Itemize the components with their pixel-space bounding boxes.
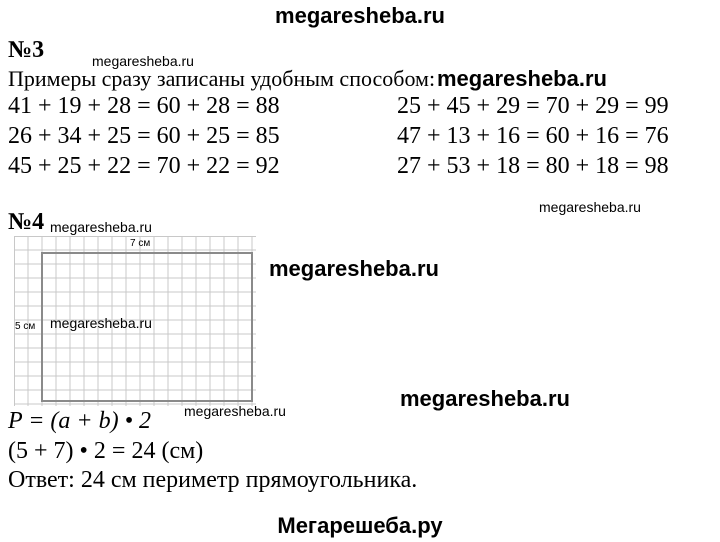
task3-expression: 41 + 19 + 28 = 60 + 28 = 88: [8, 93, 280, 119]
watermark-small: megaresheba.ru: [184, 403, 286, 419]
watermark-bold: megaresheba.ru: [269, 256, 439, 281]
task3-expression: 45 + 25 + 22 = 70 + 22 = 92: [8, 153, 280, 179]
watermark-bold: megaresheba.ru: [400, 386, 570, 411]
watermark-small: megaresheba.ru: [539, 199, 641, 215]
task3-number: №3: [8, 37, 45, 63]
watermark-small: megaresheba.ru: [92, 53, 194, 69]
perimeter-calculation: (5 + 7) • 2 = 24 (см): [8, 438, 204, 464]
task3-expression: 27 + 53 + 18 = 80 + 18 = 98: [397, 153, 669, 179]
watermark-small: megaresheba.ru: [50, 315, 152, 331]
task4-number: №4: [8, 209, 45, 235]
task3-expression: 26 + 34 + 25 = 60 + 25 = 85: [8, 123, 280, 149]
rect-width-label: 7 см: [130, 238, 151, 249]
rect-height-label: 5 см: [15, 321, 36, 332]
watermark-small: megaresheba.ru: [50, 219, 152, 235]
task3-expression: 47 + 13 + 16 = 60 + 16 = 76: [397, 123, 669, 149]
task3-intro: Примеры сразу записаны удобным способом:: [8, 66, 436, 91]
answer-text: Ответ: 24 см периметр прямоугольника.: [8, 467, 418, 493]
header-watermark: megaresheba.ru: [275, 3, 445, 28]
perimeter-formula: P = (a + b) • 2: [8, 408, 152, 434]
task3-expression: 25 + 45 + 29 = 70 + 29 = 99: [397, 93, 669, 119]
watermark-bold: megaresheba.ru: [437, 66, 607, 91]
footer-watermark: Мегарешеба.ру: [277, 513, 443, 538]
